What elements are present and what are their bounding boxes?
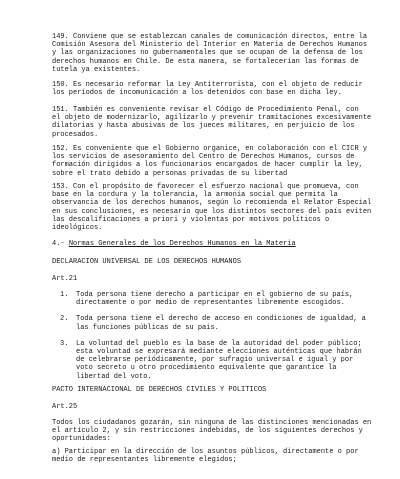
section-number: 4.- <box>52 240 69 248</box>
list-item-number: 1. <box>60 291 69 299</box>
text-line: procesados. <box>52 130 99 139</box>
list-item <box>60 315 366 332</box>
text-line: de celebrarse periódicamente, por sufragio universal e igual y por <box>76 356 354 365</box>
text-line: Todos los ciudadanos gozarán, sin ninguna de las distinciones mencionadas en <box>52 419 372 427</box>
text-line: Comisión Asesora del Ministerio del Interior en Materia de Derechos Humanos <box>52 41 368 50</box>
paragraph-150 <box>52 81 363 98</box>
text-line: esta voluntad se expresará mediante elecciones auténticas que habrán <box>76 348 362 357</box>
iccpr-heading: PACTO INTERNACIONAL DE DERECHOS CIVILES Y POLITICOS <box>52 386 267 394</box>
list-item <box>60 339 362 381</box>
text-line: medio de representantes libremente elegidos; <box>52 456 237 465</box>
text-line: 149. Conviene que se establezcan canales de comunicación directos, entre la <box>52 33 368 41</box>
udhr-article: Art.21 <box>52 275 78 283</box>
text-line: tutela ya existentes. <box>52 65 141 74</box>
text-line: a) Participar en la dirección de los asuntos públicos, directamente o por <box>52 448 359 456</box>
text-line: 152. Es conveniente que el Gobierno organice, en colaboración con el CICR y <box>52 145 368 153</box>
text-line: los servicios de asesoramiento del Centro de Derechos Humanos, cursos de <box>52 153 355 162</box>
text-line: el artículo 2, y sin restricciones indebidas, de los siguientes derechos y <box>52 427 363 436</box>
text-line: Toda persona tiene el derecho de acceso en condiciones de igualdad, a <box>76 315 366 324</box>
text-line: ideológicos. <box>52 224 103 233</box>
text-line: 150. Es necesario reformar la Ley Antiterrorista, con el objeto de reducir <box>52 81 363 89</box>
paragraph-149 <box>52 33 368 74</box>
text-line: dilatorias y hasta abusivas de los jueces militares, en perjuicio de los <box>52 122 355 131</box>
udhr-article-21-list <box>60 291 366 381</box>
text-line: en sus conclusiones, es necesario que los distintos sectores del país eviten <box>52 207 372 216</box>
text-line: y las organizaciones no gubernamentales que se ocupan de la defensa de los <box>52 49 363 58</box>
section-heading <box>52 240 352 248</box>
text-line: derechos humanos en Chile. De esta manera, se fortalecerían las formas de <box>52 57 359 66</box>
text-line: sobre el trato debido a personas privadas de su libertad <box>52 169 288 178</box>
list-item-number: 2. <box>60 315 69 324</box>
text-line: los períodos de incomunicación a los detenidos con base en dicha ley. <box>52 89 342 98</box>
iccpr-intro <box>52 419 372 444</box>
text-line: observancia de los derechos humanos, según lo recomienda el Relator Especial <box>52 199 372 208</box>
text-line: libertad del voto. <box>76 372 152 381</box>
text-line: base en la cordura y la tolerancia, la armonía social que permita la <box>52 191 338 200</box>
text-line: oportunidades: <box>52 435 111 444</box>
list-item-number: 3. <box>60 339 69 348</box>
text-line: formación dirigidos a los funcionarios encargados de hacer cumplir la ley, <box>52 161 363 170</box>
paragraph-151 <box>52 106 372 139</box>
iccpr-item-a <box>52 448 359 465</box>
text-line: La voluntad del pueblo es la base de la autoridad del poder público; <box>76 339 362 348</box>
text-line: 153. Con el propósito de favorecer el esfuerzo nacional que promueva, con <box>52 183 359 191</box>
text-line: el objeto de modernizarlo, agilizarlo y prevenir tramitaciones excesivamente <box>52 114 372 123</box>
text-line: directamente o por medio de representantes libremente escogidos. <box>76 299 345 308</box>
list-item <box>60 291 354 308</box>
text-line: voto secreto u otro procedimiento equivalente que garantice la <box>76 364 337 373</box>
text-line: 151. También es conveniente revisar el Código de Procedimiento Penal, con <box>52 106 359 114</box>
text-line: las descalificaciones a priori y violentas por motivos políticos o <box>52 215 330 224</box>
udhr-heading: DECLARACION UNIVERSAL DE LOS DERECHOS HUMANOS <box>52 258 242 266</box>
text-line: las funciones públicas de su país. <box>76 323 219 332</box>
text-line: Toda persona tiene derecho a participar en el gobierno de su país, <box>76 291 354 299</box>
paragraph-153 <box>52 183 372 233</box>
section-title: Normas Generales de los Derechos Humanos en la Materia <box>68 240 296 248</box>
iccpr-article: Art.25 <box>52 403 78 411</box>
paragraph-152 <box>52 145 368 178</box>
